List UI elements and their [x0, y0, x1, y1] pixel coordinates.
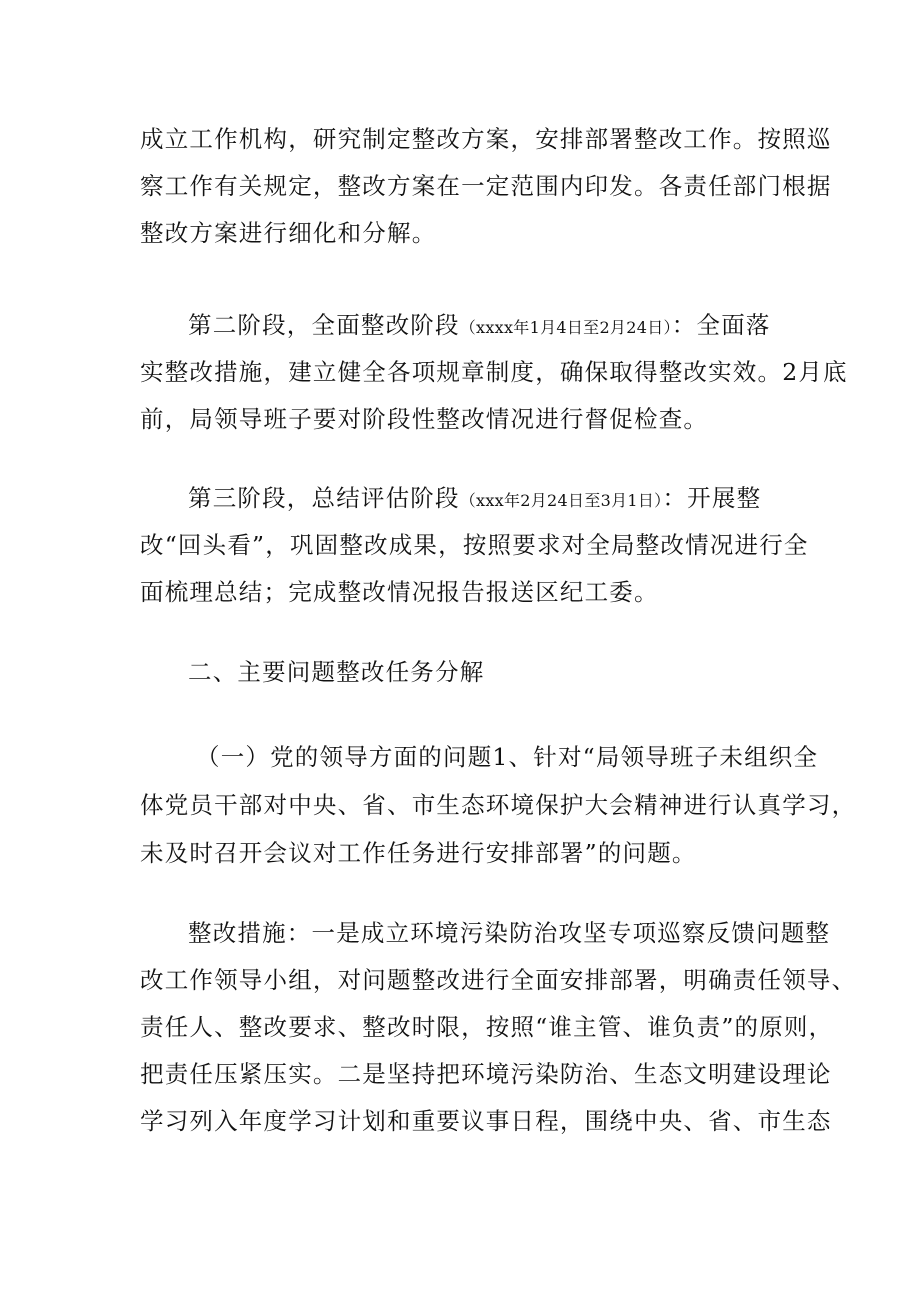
- paragraph-6-line-1: 整改措施：一是成立环境污染防治攻坚专项巡察反馈问题整: [188, 919, 831, 947]
- paragraph-2-line-1-text-a: 第二阶段，全面整改阶段: [188, 311, 460, 339]
- paragraph-3-line-1-text-a: 第三阶段，总结评估阶段: [188, 484, 460, 512]
- paragraph-5-line-2: 体党员干部对中央、省、市生态环境保护大会精神进行认真学习，: [140, 791, 857, 819]
- paragraph-3-line-2: 改“回头看”，巩固整改成果，按照要求对全局整改情况进行全: [140, 531, 809, 559]
- paragraph-5-line-3: 未及时召开会议对工作任务进行安排部署”的问题。: [140, 839, 697, 867]
- paragraph-1-line-1: 成立工作机构，研究制定整改方案，安排部署整改工作。按照巡: [140, 125, 832, 153]
- paragraph-3-date-range: （xxx年2月24日至3月1日）: [459, 491, 663, 510]
- section-heading-text: 二、主要问题整改任务分解: [188, 658, 485, 686]
- paragraph-3-line-1-text-c: ：开展整: [662, 484, 762, 512]
- paragraph-2-line-1-text-c: ：全面落: [671, 311, 771, 339]
- paragraph-3-line-1: [188, 484, 762, 512]
- paragraph-3-line-3: 面梳理总结；完成整改情况报告报送区纪工委。: [140, 578, 659, 606]
- paragraph-2-line-2: 实整改措施，建立健全各项规章制度，确保取得整改实效。2月底: [140, 358, 848, 386]
- paragraph-6-line-4: 把责任压紧压实。二是坚持把环境污染防治、生态文明建设理论: [140, 1060, 832, 1088]
- paragraph-5-line-1: （一）党的领导方面的问题1、针对“局领导班子未组织全: [196, 743, 819, 771]
- paragraph-2-line-1: [188, 311, 771, 339]
- paragraph-6-line-3: 责任人、整改要求、整改时限，按照“谁主管、谁负责”的原则，: [140, 1013, 834, 1041]
- paragraph-2-line-3: 前，局领导班子要对阶段性整改情况进行督促检查。: [140, 405, 709, 433]
- paragraph-2-date-range: （xxxx年1月4日至2月24日）: [459, 318, 672, 337]
- paragraph-1-line-2: 察工作有关规定，整改方案在一定范围内印发。各责任部门根据: [140, 172, 832, 200]
- paragraph-6-line-2: 改工作领导小组，对问题整改进行全面安排部署，明确责任领导、: [140, 966, 857, 994]
- paragraph-1-line-3: 整改方案进行细化和分解。: [140, 219, 437, 247]
- paragraph-6-line-5: 学习列入年度学习计划和重要议事日程，围绕中央、省、市生态: [140, 1107, 832, 1135]
